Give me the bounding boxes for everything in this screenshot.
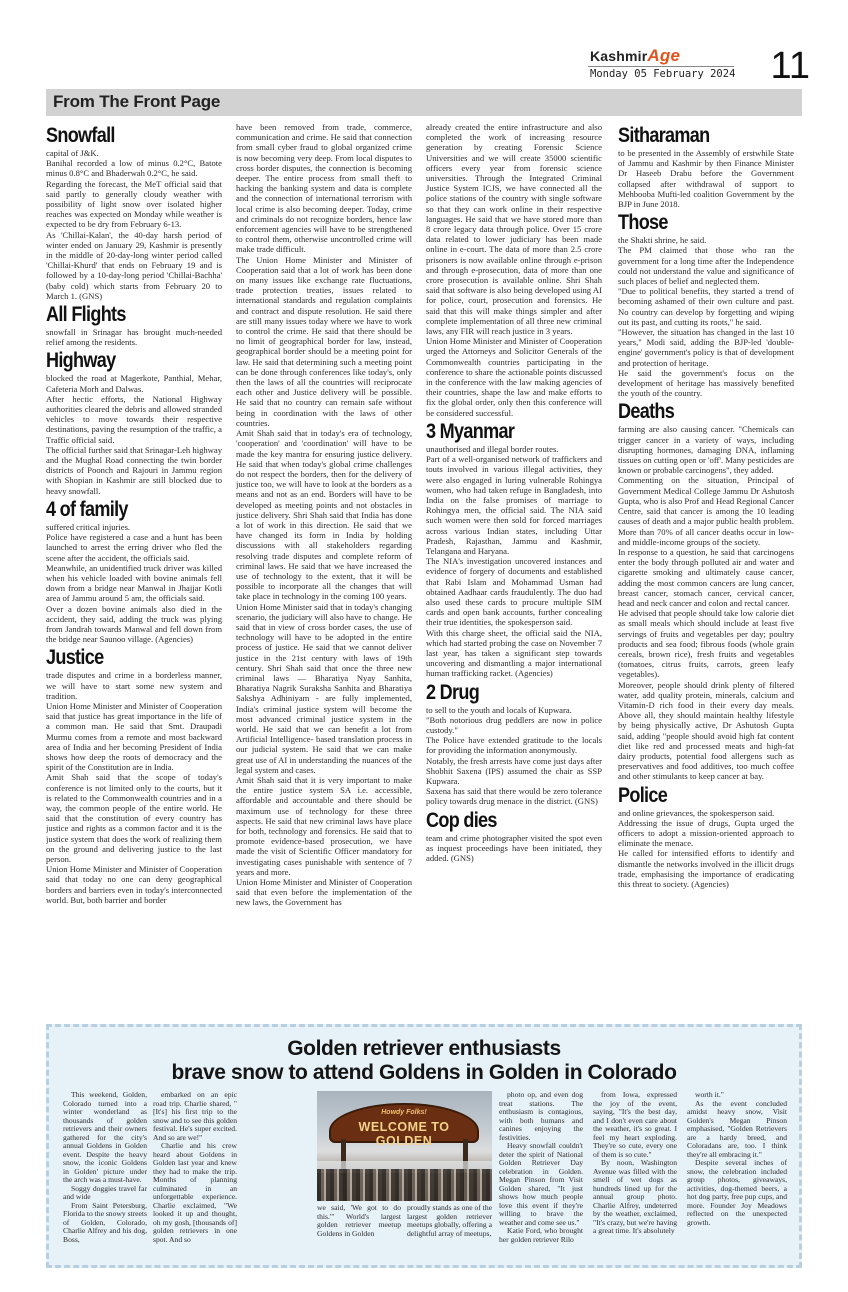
feature-column-3 (499, 1091, 583, 1259)
news-column-3 (426, 122, 602, 1012)
story-paragraph: "Both notorious drug peddlers are now in police custody." (426, 714, 602, 735)
feature-paragraph: This weekend, Golden, Colorado turned into a winter wonderland as thousands of golden retrievers and their owners gathered for the city's annual Goldens in Golden event. Despite the heavy snow, the iconic Goldens in Golden' picture under the arch was a must-have. (63, 1091, 147, 1184)
story-paragraph: The NIA's investigation uncovered instances and evidence of forgery of documents and established that Rabi Islam and Mohammad Usman had obtained Aadhaar cards fraudulently. The duo had also used these cards to procure multiple SIM cards and open bank accounts, further concealing their true identities, the spokesperson said. (426, 556, 602, 628)
feature-column-2 (153, 1091, 237, 1259)
story-paragraph: Meanwhile, an unidentified truck driver was killed when his vehicle loaded with bovine animals fell down from a bridge near Manwal in Jhajjar Kotli area of Jammu around 5 am, the officials said. (46, 562, 222, 604)
story-headline: Those (618, 211, 668, 235)
story-paragraph: suffered critical injuries. (46, 521, 131, 532)
feature-text-under-photo-right: proudly stands as one of the largest golden retriever meetups globally, offering a delightful array of meetups, (407, 1204, 492, 1238)
story-paragraph: Commenting on the situation, Principal of Government Medical College Jammu Dr Ashutosh Gupta, who is also Prof and Head Regional Cancer Centre, said that cancer is among the 10 leading causes of death and a major public health problem. More than 70% of all cancer deaths occur in low- and middle-income groups of the society. (618, 475, 794, 547)
story-paragraph: team and crime photographer visited the spot even as inquest proceedings have been initiated, they added. (GNS) (426, 832, 602, 863)
section-title: From The Front Page (53, 92, 221, 111)
story-paragraph: farming are also causing cancer. "Chemicals can trigger cancer in a variety of ways, including disrupting hormones, damaging DNA, inflaming tissues on cutting open or 'off'. Many pesticides are known or probable carcinogens", they added. (618, 424, 794, 476)
story-paragraph: He advised that people should take low calorie diet as small meals which should include at least five servings of fruits and vegetables per day; poultry products and sea food; fibrous foods (whole grain cereals, brown rice), fresh fruits and vegetables (tomatoes, citrus fruits, carrots, green leafy vegetables). (618, 608, 794, 680)
story-paragraph: blocked the road at Magerkote, Panthial, Mehar, Cafeteria Morh and Dalwas. (46, 373, 222, 394)
story-paragraph: to be presented in the Assembly of erstwhile State of Jammu and Kashmir by then Finance Minister Dr Haseeb Drabu before the Government collapsed after withdrawal of support to Mehbooba Mufti-led coalition Government by the BJP in June 2018. (618, 148, 794, 210)
story-headline: Police (618, 783, 668, 807)
feature-paragraph: Heavy snowfall couldn't deter the spirit of National Golden Retriever Day celebration in Golden. Megan Pinson from Visit Golden shared, "It just shows how much people love this event if they're willing to brave the weather and come see us." (499, 1141, 583, 1227)
story-headline: Highway (46, 349, 116, 373)
feature-column-1 (63, 1091, 147, 1259)
story-headline: Justice (46, 646, 104, 670)
story-headline: Cop dies (426, 808, 497, 832)
story-paragraph: snowfall in Srinagar has brought much-needed relief among the residents. (46, 327, 222, 348)
story-paragraph: As 'Chillai-Kalan', the 40-day harsh period of winter ended on January 29, Kashmir is presently in the middle of 20-day-long winter period called 'Chillai-Khurd' that ends on February 19 and is followed by a 10-day-long period 'Chillai-Bachha' (baby cold) which starts from February 20 to March 1. (GNS) (46, 229, 222, 301)
story-paragraph: Police have registered a case and a hunt has been launched to arrest the erring driver who fled the scene after the accident, the officials said. (46, 532, 222, 563)
feature-title-line-1: Golden retriever enthusiasts (287, 1037, 561, 1060)
story-headline: All Flights (46, 303, 126, 327)
story-paragraph: Banihal recorded a low of minus 0.2°C, Batote minus 0.8°C and Bhaderwah 0.2°C, he said. (46, 158, 222, 179)
story-paragraph: He called for intensified efforts to identify and dismantle the networks involved in the illicit drugs trade, emphasising the importance of eradicating this threat to society. (Agencies) (618, 848, 794, 889)
story-paragraph: The Union Home Minister and Minister of Cooperation said that a lot of work has been done on many issues like exchange rate fluctuations, trade protection treaties, issues related to international standards and regulation complaints and contract and dispute resolution. He said there are still many issues today where we have to work to control the crime. He said that there should be no limit of geographical border for law, instead, geographical border should be a meeting point for law. He said that determining such a meeting point can be done through conferences like today's, only then the laws of all the countries will reciprocate each other and Justice delivery will be possible. He said that no country can remain safe without being in coordination with the laws of other countries. (236, 254, 412, 428)
feature-paragraph: From Saint Petersburg, Florida to the snowy streets of Golden, Colorado, Charlie Alfrey and his dog, Boss, (63, 1200, 147, 1244)
story-paragraph: He said the government's focus on the development of heritage has massively benefited the youth of the country. (618, 367, 794, 399)
story-paragraph: "However, the situation has changed in the last 10 years," Modi said, adding the BJP-led 'double-engine' government's policy is that of development and protection of heritage. (618, 327, 794, 368)
feature-paragraph: Katie Ford, who brought her golden retriever Rilo (499, 1226, 583, 1244)
news-columns (46, 122, 804, 1012)
welcome-to-golden-photo (317, 1091, 492, 1201)
feature-column-5 (687, 1091, 787, 1259)
story-paragraph: Part of a well-organised network of traffickers and touts involved in various illegal activities, they were also engaged in luring vulnerable Rohingya women, who had taken refuge in Bangladesh, into India on the false promises of marriage to Rohingya men, the official said. The NIA said such women were then sold for forced marriages across various Indian states, including Uttar Pradesh, Rajasthan, Jammu and Kashmir, Telangana and Haryana. (426, 454, 602, 556)
story-paragraph: Union Home Minister and Minister of Cooperation urged the Attorneys and Solicitor Generals of the Commonwealth countries participating in the conference to share the actionable points discussed in the conference with the law making agencies of their countries, shape the law and make efforts to fix the global order, only then this conference will be considered successful. (426, 336, 602, 418)
story-paragraph: With this charge sheet, the official said the NIA, which had started probing the case on November 7 last year, has taken a significant step towards uncovering and dismantling a major international human trafficking racket. (Agencies) (426, 627, 602, 679)
story-paragraph: Amit Shah said that the scope of today's conference is not limited only to the courts, but it is related to the Commonwealth countries and in a way, the common people of the entire world. He said that the constitution of every country has justice and rights as a common factor and it is the justice system that does the work of realizing them on the ground and delivering justice to the last person. (46, 772, 222, 864)
news-column-4 (618, 122, 794, 1012)
story-paragraph: "Due to political benefits, they started a trend of becoming ashamed of their own culture and past. No country can develop by forgetting and wiping out its past, and cutting its roots," he said. (618, 286, 794, 327)
story-paragraph: Regarding the forecast, the MeT official said that said partly to generally cloudy weather with possibility of light snow over isolated higher reaches was expected on Monday while weather is expected to be dry from February 6-13. (46, 178, 222, 230)
feature-title (49, 1037, 799, 1085)
crowd-with-dogs (317, 1169, 492, 1201)
feature-paragraph: As the event concluded amidst heavy snow, Visit Golden's Megan Pinson emphasised, "Golden Retrievers are a hardy breed, and Coloradans are, too. I think they're all embracing it." (687, 1098, 787, 1159)
page-number: 11 (770, 45, 810, 87)
story-paragraph: Notably, the fresh arrests have come just days after Shobhit Saxena (IPS) assumed the chair as SSP Kupwara. (426, 755, 602, 786)
story-headline: 2 Drug (426, 680, 480, 704)
feature-column-4 (593, 1091, 677, 1259)
feature-paragraph: Despite several inches of snow, the celebration included group photos, giveaways, activities, dog-themed beers, a hot dog party, free pup cups, and more. Founder Joy Meadows reflected on the unexpected growth. (687, 1158, 787, 1227)
feature-columns (63, 1091, 791, 1259)
feature-paragraph: Charlie and his crew heard about Goldens in Golden last year and knew they had to make the trip. Months of planning culminated in an unforgettable experience. Charlie exclaimed, "We looked it up and thought, oh my gosh, [thousands of] golden retrievers in one spot. And so (153, 1141, 237, 1244)
story-paragraph: Amit Shah said that in today's era of technology, 'cooperation' and 'coordination' will have to be made the key mantra for ensuring justice delivery. He said that when today's global crime challenges do not respect the borders, then for the delivery of justice too, we will have to look at the borders as a means and not as an end. Borders will have to be developed as meeting points and not obstacles in justice delivery. Shri Shah said that India has done a lot of work in this direction. He said that we have changed its form in India by holding discussions with all stakeholders regarding resolving trade disputes and complete reform of criminal laws. He said that we have increased the use of technology to the extent, that it will be possible to incorporate all the changes that will take place in technology in the coming 100 years. (236, 428, 412, 602)
story-paragraph: Union Home Minister and Minister of Cooperation said that even before the implementation of the new laws, the Government has (236, 877, 412, 908)
story-paragraph: Union Home Minister and Minister of Cooperation said that justice has great importance in the life of a common man. He said that Smt. Draupadi Murmu comes from a remote and most backward area of India and her becoming President of India shows how deep the roots of democracy and the spirit of the Constitution are in India. (46, 700, 222, 773)
story-paragraph: The PM claimed that those who ran the government for a long time after the Independence could not understand the value and significance of such places of belief and neglected them. (618, 245, 794, 287)
story-paragraph: Moreover, people should drink plenty of filtered water, add quality protein, minerals, calcium and Vitamin-D rich food in their every day meals. Above all, they should maintain healthy lifestyle by being physically active, Dr Ashutosh Gupta said, adding "people should avoid high fat content diet like red and processed meats and high-fat dairy products, potential food allergens such as preservatives and food additives, too much coffee and other stimulants to keep cancer at bay. (618, 679, 794, 782)
story-headline: Deaths (618, 400, 675, 424)
story-headline: Sitharaman (618, 124, 710, 147)
story-paragraph: Union Home Minister said that in today's changing scenario, the judiciary will also have to change. He said that in view of cross border cases, the use of technology will have to be adopted in the entire process of justice. He said that we cannot deliver justice in the 21st century with laws of 19th century. Shri Shah said that once the three new criminal laws — Bharatiya Nyay Sanhita, Bharatiya Nagrik Suraksha Sanhita and Bharatiya Sakshya Adhiniyam - are fully implemented, India's criminal justice system will become the most advanced criminal justice system in the world. He said that we can benefit a lot from Artificial Intelligence- based translation process in our judicial system. He said that we can make great use of AI in understanding the nuances of the legal system and cases. (236, 601, 412, 775)
story-paragraph: Union Home Minister and Minister of Cooperation said that today no one can deny geographical borders and barriers even in today's interconnected world. But, both barrier and border (46, 864, 222, 905)
publication-date: Monday 05 February 2024 (590, 68, 736, 80)
feature-paragraph: worth it." (695, 1091, 724, 1099)
story-paragraph: trade disputes and crime in a borderless manner, we will have to start some new system and tradition. (46, 670, 222, 701)
feature-paragraph: Soggy doggies travel far and wide (63, 1183, 147, 1201)
story-paragraph: the Shakti shrine, he said. (618, 235, 707, 246)
story-paragraph: Over a dozen bovine animals also died in the accident, they said, adding the truck was plying from Jandrah towards Manwal and fell down from the bridge near Saunoo village. (Agencies) (46, 603, 222, 645)
masthead-rule (588, 66, 734, 67)
feature-paragraph: By noon, Washington Avenue was filled with the smell of wet dogs as hundreds lined up for the annual group photo. Charlie Alfrey, undeterred by the weather, exclaimed, "It's crazy, but we're having a great time. It's absolutely (593, 1158, 677, 1235)
story-paragraph: already created the entire infrastructure and also completed the work of increasing resource generation by creating Forensic Science Universities and we will create 35000 scientific officers every year from forensic science universities. Through the Integrated Criminal Justice System ICJS, we have connected all the police stations of the country with single software so that they can work online in their respective languages. He said that we have stored more than 8 crore legacy data through police. Over 15 crore data related to lower judiciary has been made online in e-court. The data of more than 2.5 crore prisoners is now available online through e-prison and through e-prosecution, data of more than one crore prosecution is available online. Shri Shah said that software is also being developed using AI for police, court, prosecution and forensics. He said that this will make things simpler and after complete implementation of all three new criminal laws, any FIR will reach justice in 3 years. (426, 122, 602, 337)
story-paragraph: and online grievances, the spokesperson said. (618, 807, 775, 818)
story-paragraph: to sell to the youth and locals of Kupwara. (426, 704, 572, 715)
logo-accent: Age (647, 46, 681, 65)
story-paragraph: unauthorised and illegal border routes. (426, 443, 559, 454)
story-paragraph: Saxena has said that there would be zero tolerance policy towards drug menace in the district. (GNS) (426, 786, 602, 807)
feature-paragraph: embarked on an epic road trip. Charlie shared, "[It's] his first trip to the snow and to see this golden festival. He's super excited. And so are we!" (153, 1091, 237, 1142)
story-paragraph: capital of J&K. (46, 148, 99, 158)
feature-box (46, 1024, 802, 1268)
story-headline: 4 of family (46, 497, 128, 521)
sign-main-text: WELCOME TO GOLDEN (358, 1120, 450, 1148)
story-paragraph: have been removed from trade, commerce, communication and crime. He said that connection from small cyber fraud to global organized crime is now becoming very deep. From local disputes to cross border disputes, the connection is becoming deeper. The entire process from small theft to hacking the banking system and data is complete and the connection of international terrorism with local crime is also becoming deeper. Today, crime and criminals do not recognize borders, hence law enforcement agencies will have to be strengthened to control them, otherwise uncontrolled crime will make trade difficult. (236, 122, 412, 255)
feature-paragraph: from Iowa, expressed the joy of the event, saying, "It's the best day, and I don't even care about the weather, it's so great. I feel my heart exploding. They're so cute, every one of them is so cute." (593, 1091, 677, 1159)
story-headline: 3 Myanmar (426, 419, 515, 443)
story-headline: Snowfall (46, 124, 115, 147)
story-paragraph: Addressing the issue of drugs, Gupta urged the officers to adopt a mission-oriented approach to eliminate the menace. (618, 817, 794, 849)
sign-small-text: Howdy Folks! (381, 1109, 427, 1116)
story-paragraph: After hectic efforts, the National Highway authorities cleared the debris and allowed stranded vehicles to move towards their respective destinations, paving the resumption of the traffic, a Traffic official said. (46, 393, 222, 445)
story-paragraph: The official further said that Srinagar-Leh highway and the Mughal Road connecting the twin border districts of Poonch and Rajouri in Jammu region with Shopian in Kashmir are still blocked due to heavy snowfall. (46, 444, 222, 496)
feature-title-line-2: brave snow to attend Goldens in Golden in Colorado (171, 1061, 677, 1084)
welcome-arch-sign (329, 1103, 479, 1148)
section-header (46, 89, 802, 116)
story-paragraph: The Police have extended gratitude to the locals for providing the information anonymously. (426, 735, 602, 756)
news-column-1 (46, 122, 222, 1012)
news-column-2 (236, 122, 412, 1012)
feature-paragraph: photo op, and even dog treat stations. The enthusiasm is contagious, with both humans and canines enjoying the festivities. (499, 1091, 583, 1142)
feature-text-under-photo-left: we said, 'We got to do this.'" World's largest golden retriever meetup Goldens in Golden (317, 1204, 401, 1238)
newspaper-logo (590, 46, 680, 66)
story-paragraph: Amit Shah said that it is very important to make the entire justice system SA i.e. accessible, affordable and accountable and there should be maximum use of technology for these three aspects. He said that new criminal laws have place for both, technology and forensics. He said that to promote evidence-based prosecution, we have made the visit of Scientific Officer mandatory for investigating cases punishable with sentence of 7 years and more. (236, 775, 412, 877)
story-paragraph: In response to a question, he said that carcinogens enter the body through polluted air and water and cigarette smoking and ultimately cause cancer, adding the most common cancers are lung cancer, breast cancer, stomach cancer, cervical cancer, head and neck cancer and colon and rectal cancer. (618, 546, 794, 608)
logo-main: Kashmir (590, 48, 648, 64)
